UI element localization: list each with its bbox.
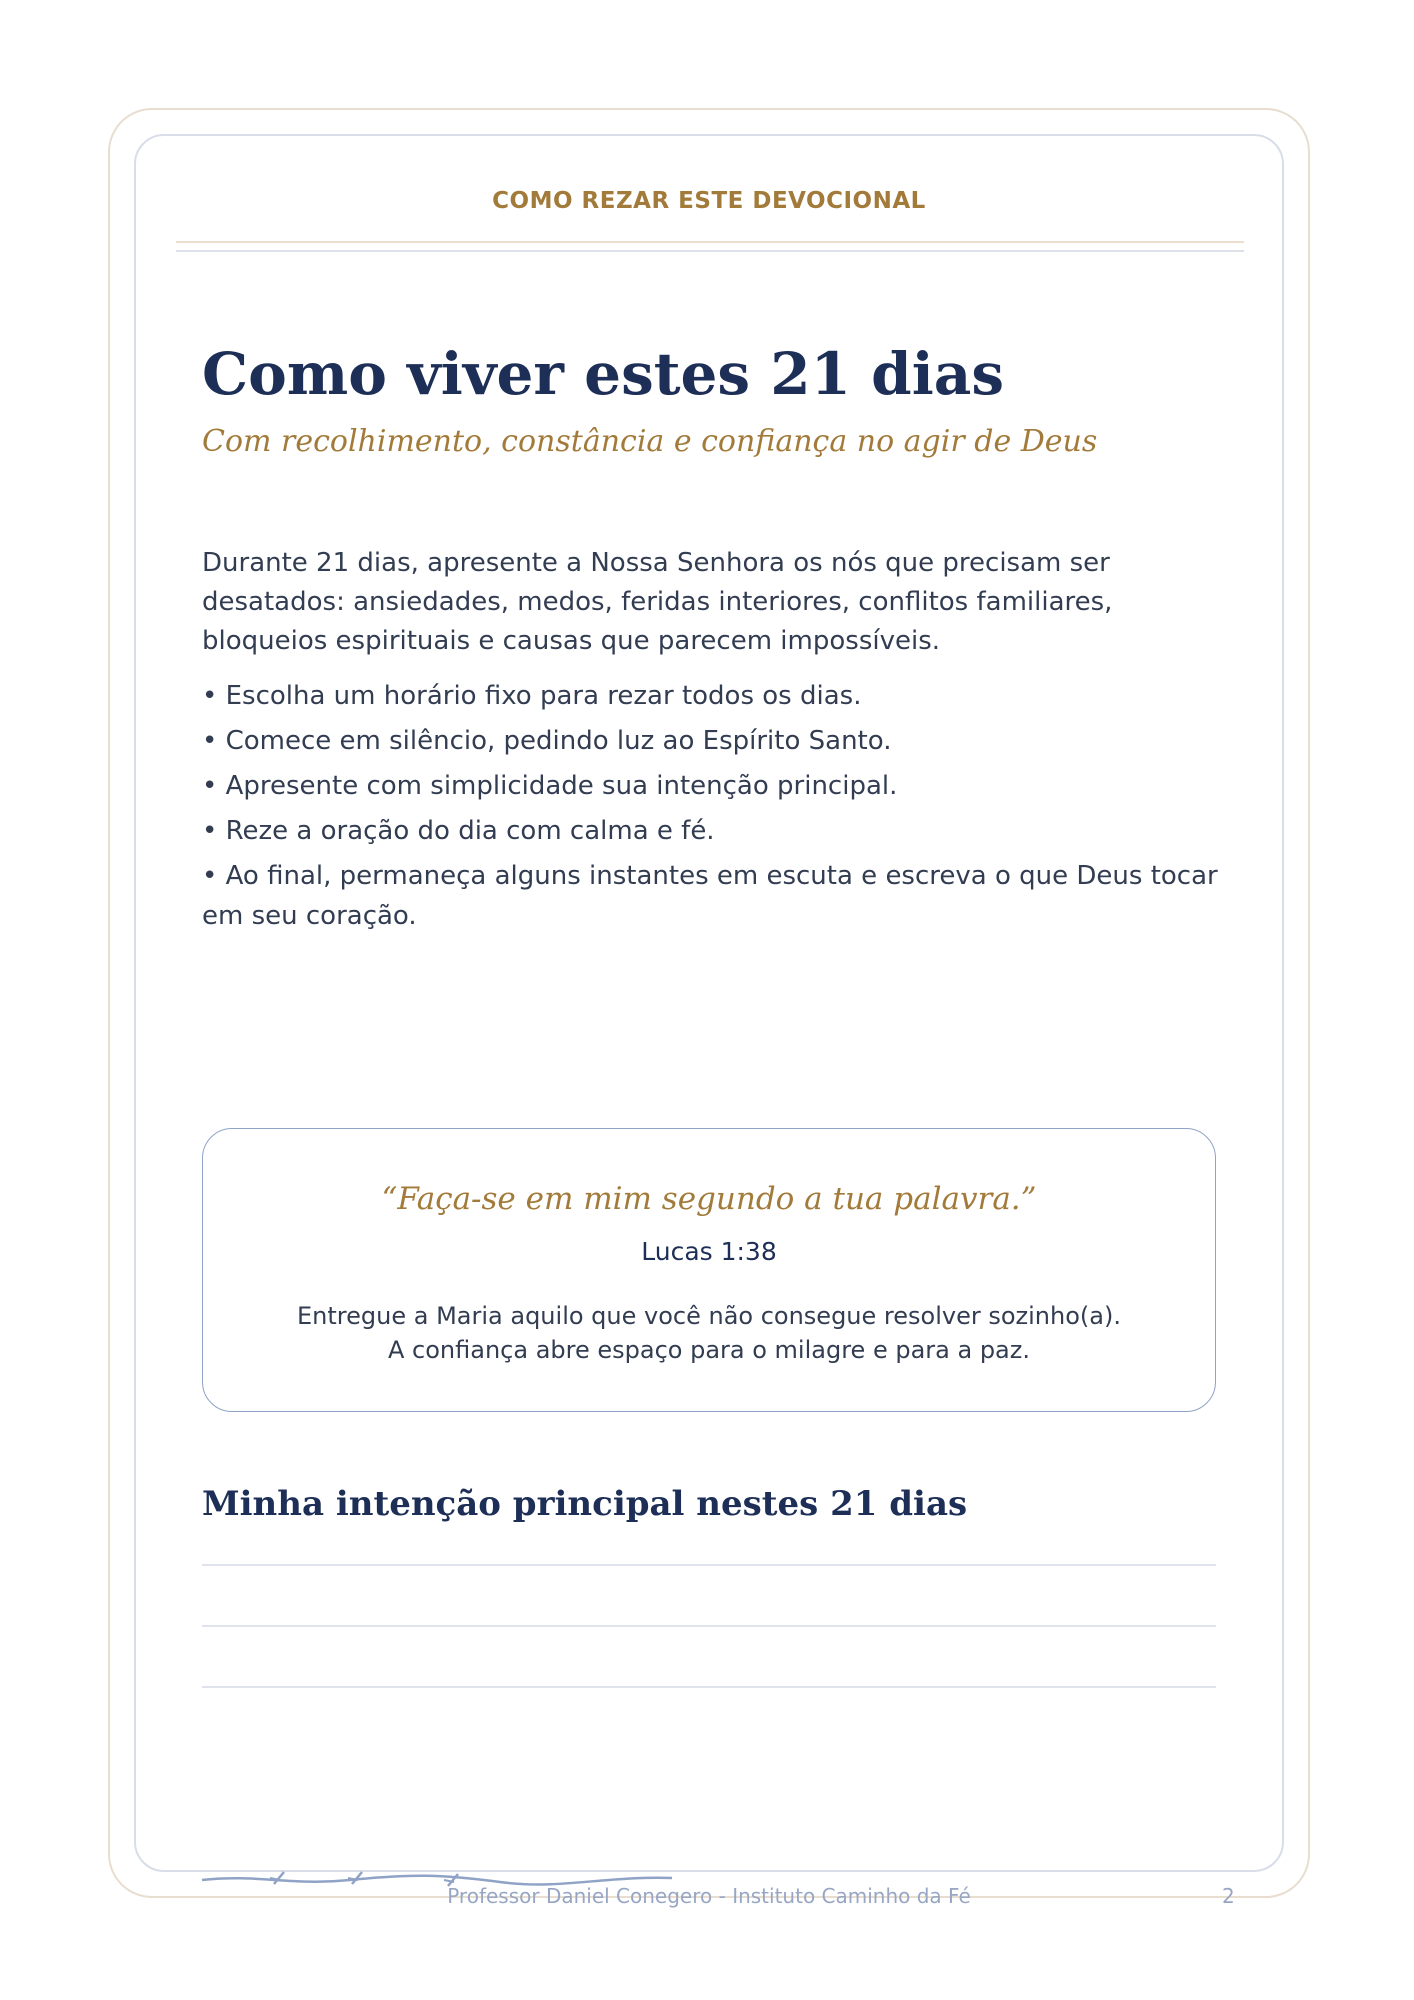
header-divider-blue <box>176 250 1244 252</box>
list-item: • Apresente com simplicidade sua intenção principal. <box>202 771 898 801</box>
intro-paragraph: Durante 21 dias, apresente a Nossa Senhora os nós que precisam ser desatados: ansiedades, medos, feridas interiores, conflitos familiares, bloqueios espirituais e causas que parecem impossíveis. <box>202 548 1113 656</box>
list-item: • Escolha um horário fixo para rezar todos os dias. <box>202 681 862 711</box>
footer-author: Professor Daniel Conegero - Instituto Caminho da Fé <box>447 1884 971 1908</box>
page-subtitle: Com recolhimento, constância e confiança no agir de Deus <box>202 424 1098 459</box>
list-item: • Reze a oração do dia com calma e fé. <box>202 816 715 846</box>
quote-body-line-2: A confiança abre espaço para o milagre e para a paz. <box>388 1336 1030 1364</box>
list-item: • Comece em silêncio, pedindo luz ao Espírito Santo. <box>202 726 892 756</box>
instructions-list <box>202 676 1222 941</box>
quote-body-line-1: Entregue a Maria aquilo que você não consegue resolver sozinho(a). <box>297 1302 1121 1330</box>
page-number: 2 <box>1222 1884 1235 1908</box>
section-header-label: COMO REZAR ESTE DEVOCIONAL <box>492 188 926 214</box>
page-title: Como viver estes 21 dias <box>202 340 1005 408</box>
intention-title: Minha intenção principal nestes 21 dias <box>202 1484 968 1524</box>
quote-reference: Lucas 1:38 <box>641 1237 777 1266</box>
writing-line-3[interactable] <box>202 1686 1216 1688</box>
quote-body <box>203 1299 1215 1367</box>
quote-text: “Faça-se em mim segundo a tua palavra.” <box>381 1181 1037 1217</box>
writing-line-2[interactable] <box>202 1625 1216 1627</box>
quote-box <box>202 1128 1216 1412</box>
writing-line-1[interactable] <box>202 1564 1216 1566</box>
header-divider-gold <box>176 241 1244 243</box>
list-item: • Ao final, permaneça alguns instantes em escuta e escreva o que Deus tocar em seu coração. <box>202 861 1218 931</box>
